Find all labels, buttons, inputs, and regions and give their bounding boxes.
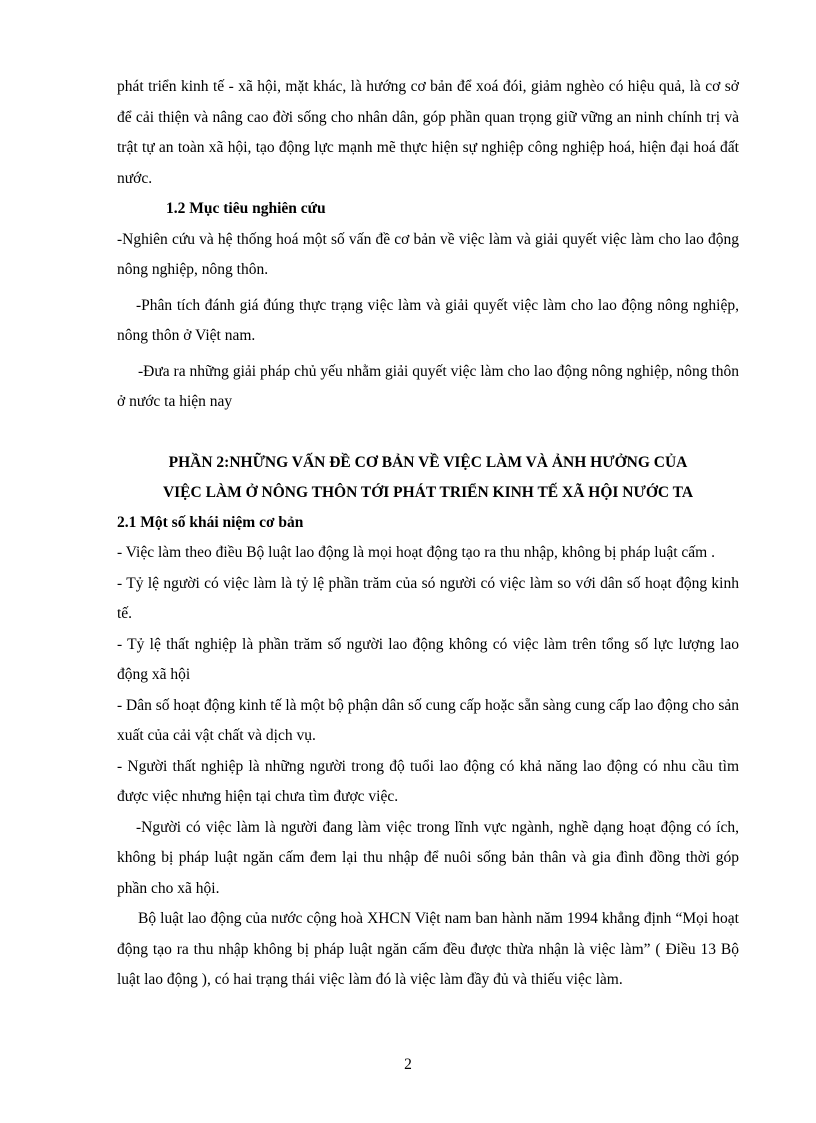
- section-2-1-heading: 2.1 Một số khái niệm cơ bản: [117, 513, 304, 531]
- intro-paragraph: phát triển kinh tế - xã hội, mặt khác, là hướng cơ bản để xoá đói, giảm nghèo có hiệu quả, là cơ sở để cải thiện và nâng cao đời sống cho nhân dân, góp phần quan trọng giữ vững an ninh chính trị và trật tự an toàn xã hội, tạo động lực mạnh mẽ thực hiện sự nghiệp công nghiệp hoá, hiện đại hoá đất nước.: [117, 78, 739, 187]
- employed-paragraph: -Người có việc làm là người đang làm việc trong lĩnh vực ngành, nghề dạng hoạt động có ích, không bị pháp luật ngăn cấm đem lại thu nhập để nuôi sống bản thân và gia đình đồng thời góp phần cho xã hội.: [117, 818, 739, 897]
- objective-item: -Đưa ra những giải pháp chủ yếu nhằm giải quyết việc làm cho lao động nông nghiệp, nông thôn ở nước ta hiện nay: [117, 362, 739, 410]
- definition-item: - Việc làm theo điều Bộ luật lao động là mọi hoạt động tạo ra thu nhập, không bị pháp luật cấm .: [117, 544, 715, 561]
- page-content: [117, 72, 739, 996]
- objective-item: -Phân tích đánh giá đúng thực trạng việc làm và giải quyết việc làm cho lao động nông nghiệp, nông thôn ở Việt nam.: [117, 296, 739, 344]
- page-number: 2: [404, 1056, 412, 1073]
- part-2-title: [117, 448, 739, 508]
- part-2-title-line-1: PHẦN 2:NHỮNG VẤN ĐỀ CƠ BẢN VỀ VIỆC LÀM VÀ ẢNH HƯỞNG CỦA: [168, 453, 688, 471]
- definition-item: - Tỷ lệ người có việc làm là tỷ lệ phần trăm của só người có việc làm so với dân số hoạt động kinh tế.: [117, 574, 739, 622]
- law-paragraph: Bộ luật lao động của nước cộng hoà XHCN Việt nam ban hành năm 1994 khẳng định “Mọi hoạt động tạo ra thu nhập không bị pháp luật ngăn cấm đều được thừa nhận là việc làm” ( Điều 13 Bộ luật lao động ), có hai trạng thái việc làm đó là việc làm đầy đủ và thiếu việc làm.: [117, 910, 739, 988]
- definition-item: - Dân số hoạt động kinh tế là một bộ phận dân số cung cấp hoặc sẵn sàng cung cấp lao động cho sản xuất của cải vật chất và dịch vụ.: [117, 696, 739, 744]
- section-1-2-heading: 1.2 Mục tiêu nghiên cứu: [166, 200, 326, 217]
- objective-item: -Nghiên cứu và hệ thống hoá một số vấn đề cơ bản về việc làm và giải quyết việc làm cho lao động nông nghiệp, nông thôn.: [117, 230, 739, 278]
- definition-item: - Người thất nghiệp là những người trong độ tuổi lao động có khả năng lao động có nhu cầu tìm được việc nhưng hiện tại chưa tìm được việc.: [117, 757, 739, 805]
- part-2-title-line-2: VIỆC LÀM Ở NÔNG THÔN TỚI PHÁT TRIỂN KINH TẾ XÃ HỘI NƯỚC TA: [162, 483, 694, 501]
- definition-item: - Tỷ lệ thất nghiệp là phần trăm số người lao động không có việc làm trên tổng số lực lượng lao động xã hội: [117, 635, 739, 683]
